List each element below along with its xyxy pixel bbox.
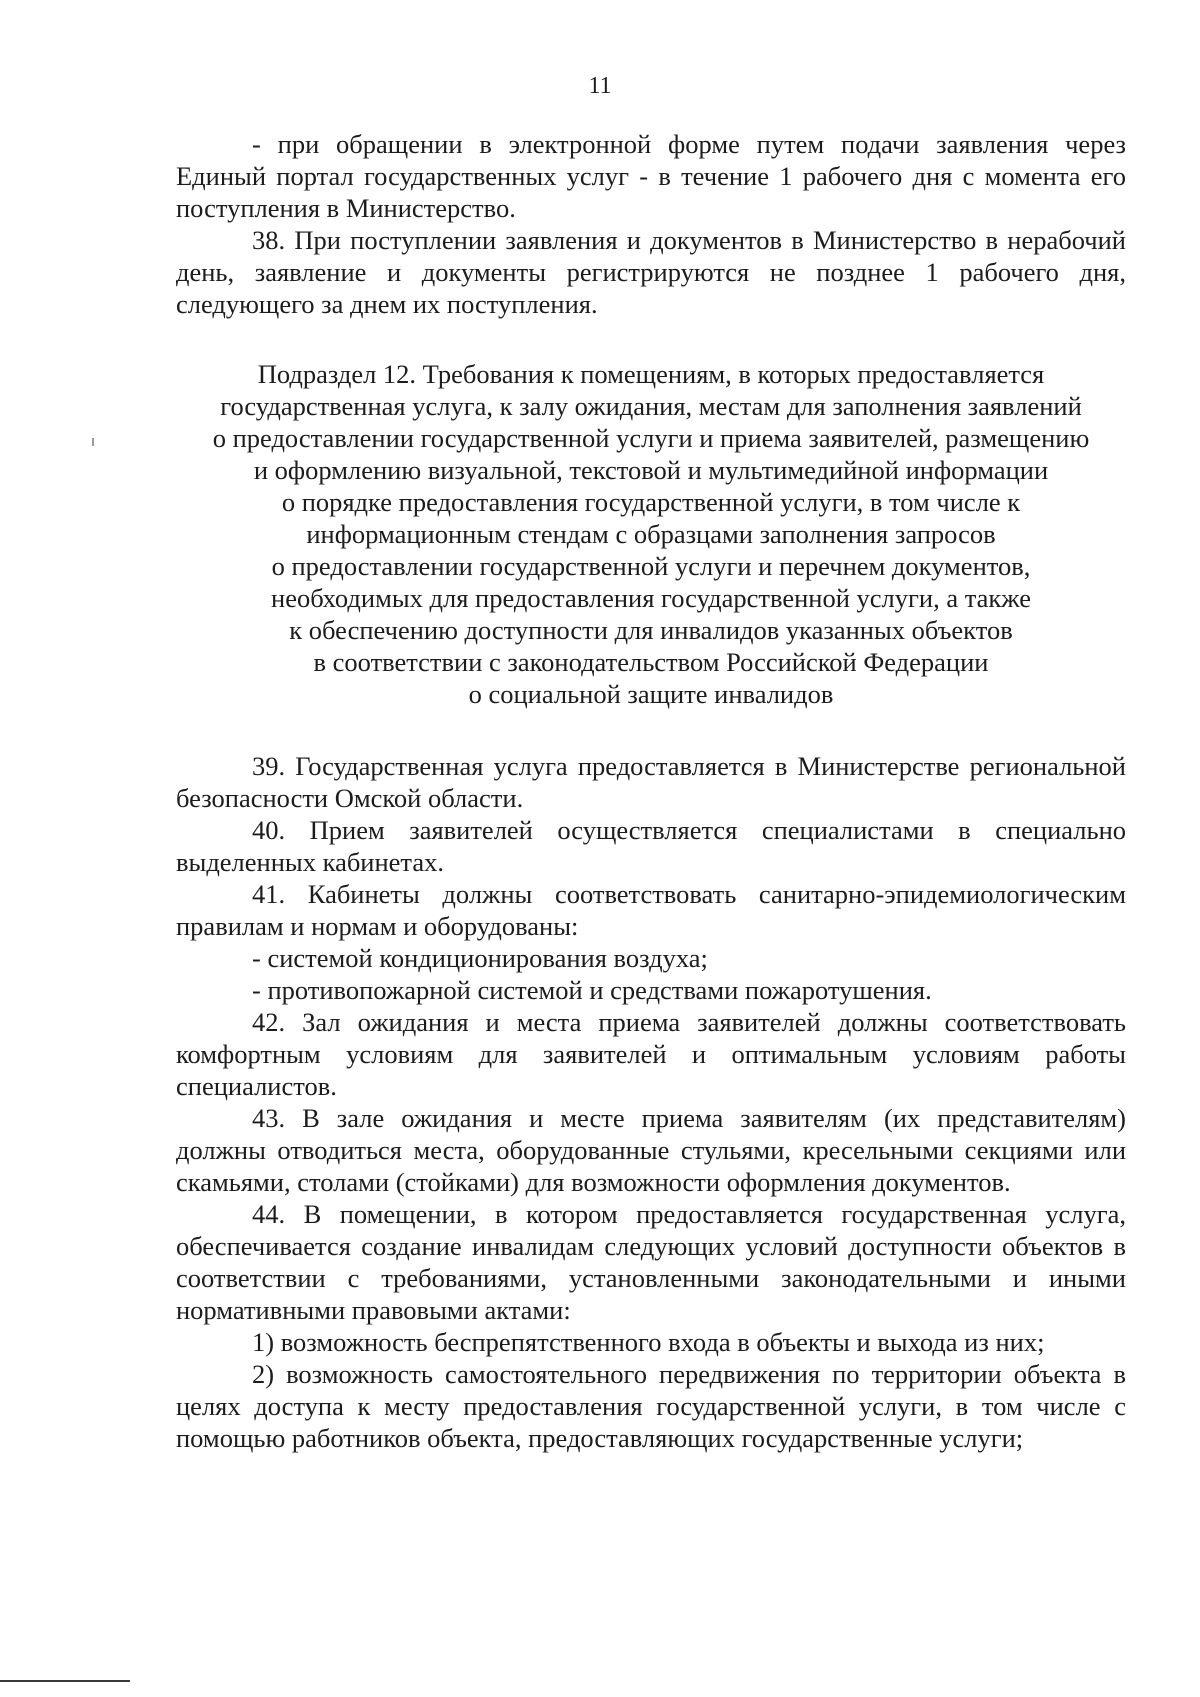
top-text-block bbox=[176, 128, 1126, 320]
list-item: - системой кондиционирования воздуха; bbox=[252, 943, 708, 973]
paragraph-40: 40. Прием заявителей осуществляется специалистами в специально выделенных кабинетах. bbox=[176, 815, 1126, 877]
list-item: 1) возможность беспрепятственного входа в объекты и выхода из них; bbox=[252, 1327, 1045, 1357]
list-item: - противопожарной системой и средствами пожаротушения. bbox=[252, 975, 932, 1005]
heading-line: о социальной защите инвалидов bbox=[468, 679, 834, 709]
page-number: 11 bbox=[588, 73, 612, 99]
heading-line: о предоставлении государственной услуги и перечнем документов, bbox=[271, 551, 1031, 581]
paragraph-38: 38. При поступлении заявления и документов в Министерство в нерабочий день, заявление и документы регистрируются не позднее 1 рабочего дня, следующего за днем их поступления. bbox=[176, 225, 1126, 319]
bottom-text-block bbox=[176, 750, 1126, 1454]
heading-line: информационным стендам с образцами заполнения запросов bbox=[306, 519, 996, 549]
margin-mark bbox=[92, 438, 94, 446]
heading-line: о предоставлении государственной услуги и приема заявителей, размещению bbox=[212, 423, 1090, 453]
heading-line: Подраздел 12. Требования к помещениям, в которых предоставляется bbox=[257, 359, 1045, 389]
heading-line: о порядке предоставления государственной услуги, в том числе к bbox=[281, 487, 1021, 517]
heading-line: и оформлению визуальной, текстовой и мультимедийной информации bbox=[253, 455, 1049, 485]
paragraph-39: 39. Государственная услуга предоставляется в Министерстве региональной безопасности Омской области. bbox=[176, 751, 1126, 813]
paragraph: - при обращении в электронной форме путем подачи заявления через Единый портал государственных услуг - в течение 1 рабочего дня с момента его поступления в Министерство. bbox=[176, 129, 1126, 223]
bottom-rule bbox=[0, 1680, 130, 1682]
heading-line: необходимых для предоставления государственной услуги, а также bbox=[271, 583, 1031, 613]
section-heading bbox=[176, 358, 1126, 710]
paragraph-41: 41. Кабинеты должны соответствовать санитарно-эпидемиологическим правилам и нормам и оборудованы: bbox=[176, 879, 1126, 941]
paragraph-42: 42. Зал ожидания и места приема заявителей должны соответствовать комфортным условиям для заявителей и оптимальным условиям работы специалистов. bbox=[176, 1007, 1126, 1101]
heading-line: в соответствии с законодательством Российской Федерации bbox=[313, 647, 989, 677]
paragraph-43: 43. В зале ожидания и месте приема заявителям (их представителям) должны отводиться места, оборудованные стульями, кресельными секциями или скамьями, столами (стойками) для возможности оформления документов. bbox=[176, 1103, 1126, 1197]
list-item: 2) возможность самостоятельного передвижения по территории объекта в целях доступа к месту предоставления государственной услуги, в том числе с помощью работников объекта, предоставляющих государственные услуги; bbox=[176, 1359, 1126, 1453]
paragraph-44: 44. В помещении, в котором предоставляется государственная услуга, обеспечивается создание инвалидам следующих условий доступности объектов в соответствии с требованиями, установленными законодательными и иными нормативными правовыми актами: bbox=[176, 1199, 1126, 1325]
heading-line: к обеспечению доступности для инвалидов указанных объектов bbox=[289, 615, 1013, 645]
heading-line: государственная услуга, к залу ожидания, местам для заполнения заявлений bbox=[220, 391, 1082, 421]
